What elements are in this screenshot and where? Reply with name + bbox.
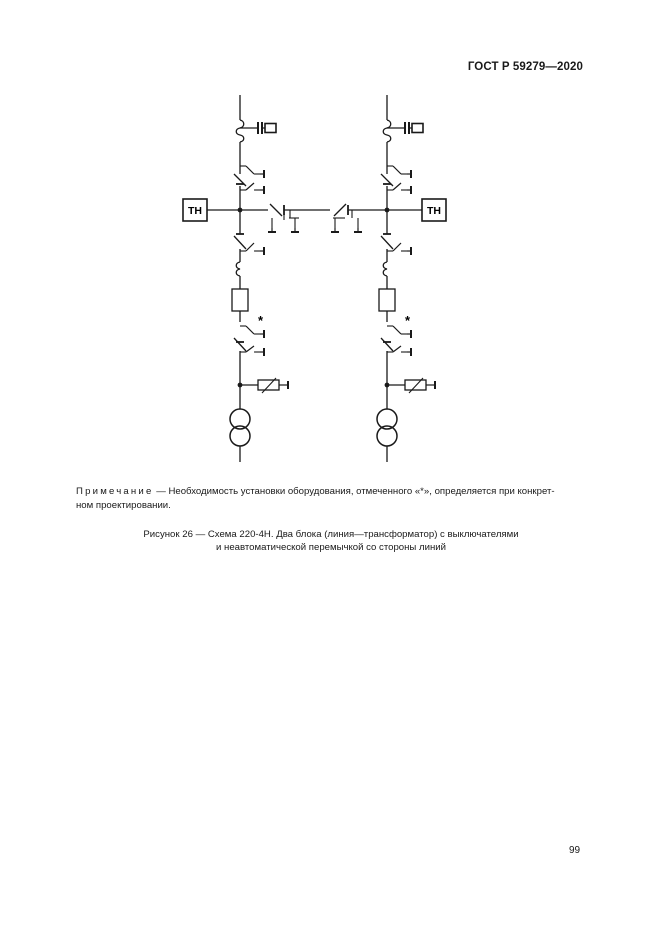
note-text-line1: — Необходимость установки оборудования, отмеченного «*», определяется при конкрет- xyxy=(153,486,555,497)
note-text-line2: ном проектировании. xyxy=(76,499,171,511)
right-optional-star: * xyxy=(405,313,411,328)
right-feeder-column xyxy=(377,95,435,462)
page-number: 99 xyxy=(569,845,581,856)
document-standard-number: ГОСТ Р 59279—2020 xyxy=(467,61,583,73)
note-label: Примечание xyxy=(76,486,154,497)
left-voltage-transformer xyxy=(183,199,207,221)
caption-line2: и неавтоматической перемычкой со стороны линий xyxy=(216,542,446,553)
caption-line1: Рисунок 26 — Схема 220-4Н. Два блока (линия—трансформатор) с выключателями xyxy=(143,529,519,540)
figure-caption xyxy=(76,528,586,554)
jumper-bus xyxy=(205,204,422,232)
note-paragraph xyxy=(76,485,582,512)
left-feeder-column xyxy=(230,95,288,462)
left-optional-star: * xyxy=(258,313,264,328)
svg-text:ТН: ТН xyxy=(427,205,441,217)
svg-text:ТН: ТН xyxy=(188,205,202,217)
right-voltage-transformer xyxy=(422,199,446,221)
